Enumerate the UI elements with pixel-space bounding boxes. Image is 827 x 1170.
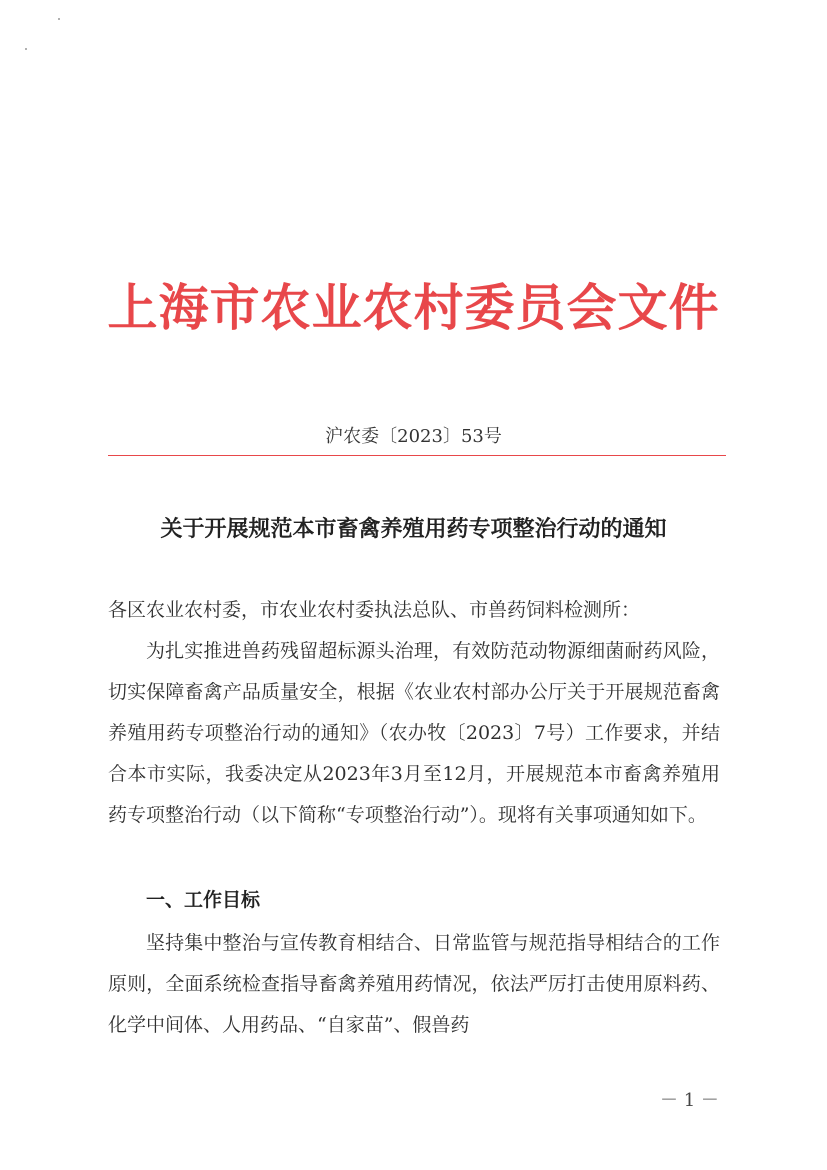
issuer-title: 上海市农业农村委员会文件: [107, 278, 720, 337]
paragraph-1-text: 为扎实推进兽药残留超标源头治理，有效防范动物源细菌耐药风险，切实保障畜禽产品质量安全，根据《农业农村部办公厅关于开展规范畜禽养殖用药专项整治行动的通知》（农办牧〔2023〕7号）工作要求，并结合本市实际，我委决定从2023年3月至12月，开展规范本市畜禽养殖用药专项整治行动（以下简称“专项整治行动”）。现将有关事项通知如下。: [108, 640, 720, 826]
scan-speck: [58, 18, 60, 20]
page-number: － 1 －: [660, 1090, 719, 1111]
scan-speck: [25, 48, 27, 50]
red-divider-line: [108, 455, 726, 456]
addressee-line: 各区农业农村委，市农业农村委执法总队、市兽药饲料检测所：: [108, 599, 641, 621]
paragraph-1: [108, 631, 720, 836]
notice-title: 关于开展规范本市畜禽养殖用药专项整治行动的通知: [160, 516, 667, 542]
paragraph-2: [108, 923, 720, 1046]
section-heading-work-goals: 一、工作目标: [146, 889, 261, 911]
document-number: 沪农委〔2023〕53号: [325, 426, 502, 447]
paragraph-2-text: 坚持集中整治与宣传教育相结合、日常监管与规范指导相结合的工作原则，全面系统检查指导畜禽养殖用药情况，依法严厉打击使用原料药、化学中间体、人用药品、“自家苗”、假兽药: [108, 932, 720, 1036]
